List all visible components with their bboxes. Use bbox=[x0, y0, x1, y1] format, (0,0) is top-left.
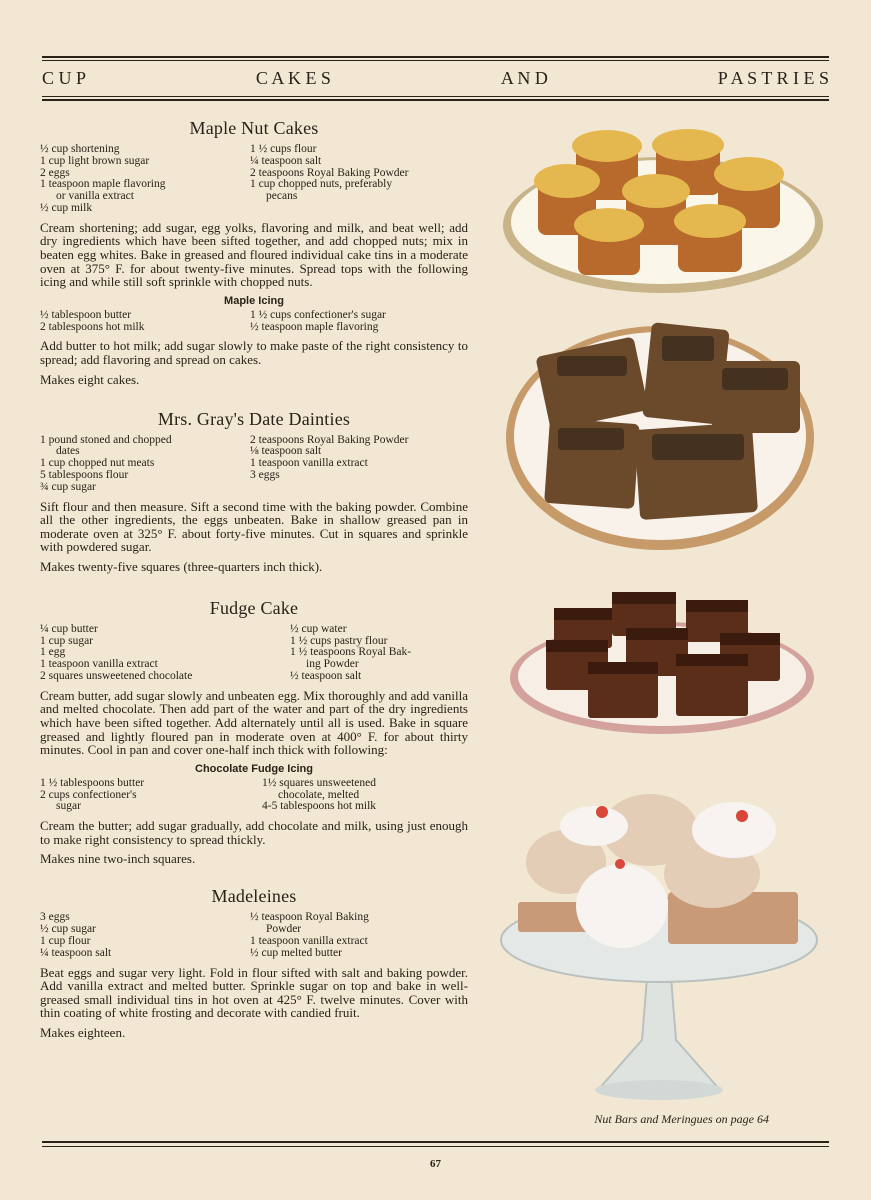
ingredient: 5 tablespoons flour bbox=[40, 468, 129, 481]
photo-caption: Nut Bars and Meringues on page 64 bbox=[594, 1112, 769, 1126]
recipe-title: Fudge Cake bbox=[209, 597, 299, 618]
recipe-yield: Makes eight cakes. bbox=[40, 371, 140, 387]
recipe-maple-nut-cakes bbox=[40, 118, 468, 387]
header-word-3: A N D bbox=[500, 67, 548, 88]
ingredient: sugar bbox=[56, 800, 81, 813]
ingredient: 1 cup flour bbox=[40, 935, 91, 948]
ingredient: ½ cup water bbox=[290, 622, 347, 635]
recipe-column bbox=[40, 118, 468, 1050]
ingredient: ¾ cup sugar bbox=[40, 480, 96, 493]
ingredient: 1 egg bbox=[40, 646, 66, 659]
ingredient: ½ tablespoon butter bbox=[40, 308, 132, 321]
ingredient: ½ teaspoon maple flavoring bbox=[250, 320, 379, 333]
fudge-cake-illustration bbox=[506, 588, 818, 738]
ingredient: Powder bbox=[266, 923, 302, 936]
icing-method: Cream the butter; add sugar gradually, add chocolate and milk, using just enough to make right consistency to spread thickly. bbox=[40, 818, 468, 847]
ingredient: ¼ cup butter bbox=[40, 622, 98, 635]
date-dainties-illustration bbox=[502, 316, 818, 556]
ingredient: ⅛ teaspoon salt bbox=[250, 445, 322, 458]
header-word-2: C A K E S bbox=[255, 67, 331, 88]
maple-nut-cakes-illustration bbox=[498, 125, 828, 300]
ingredient: 2 teaspoons Royal Baking Powder bbox=[250, 166, 409, 179]
icing-title: Chocolate Fudge Icing bbox=[195, 762, 313, 775]
section-spacer bbox=[40, 584, 468, 598]
header-rule-top-thin bbox=[42, 60, 829, 61]
header-word-4: P A S T R I E S bbox=[717, 67, 829, 88]
ingredient: ½ cup sugar bbox=[40, 923, 96, 936]
ingredient: ½ cup milk bbox=[40, 201, 93, 214]
recipe-fudge-cake bbox=[40, 598, 468, 867]
meringues-illustration bbox=[498, 790, 820, 1105]
recipe-title: Madeleines bbox=[211, 886, 297, 907]
ingredient: 4-5 tablespoons hot milk bbox=[262, 800, 377, 813]
ingredient-column-left bbox=[40, 310, 250, 334]
ingredient-column-left bbox=[40, 778, 262, 813]
ingredient-column-right bbox=[262, 778, 468, 813]
page-header bbox=[42, 64, 829, 92]
recipe-method: Cream butter, add sugar slowly and unbeaten egg. Mix thoroughly and add vanilla and melted chocolate. Then add part of the water and part of the dry ingredients which have been sifted together. Add alternately until all is used. Bake in square greased and lightly floured pan in moderate oven at 400° F. for about thirty minutes. Cool in pan and cover one-half inch thick with following: bbox=[40, 687, 468, 758]
recipe-yield: Makes twenty-five squares (three-quarters inch thick). bbox=[40, 558, 323, 574]
icing-method: Add butter to hot milk; add sugar slowly to make paste of the right consistency to spread; add flavoring and spread on cakes. bbox=[40, 338, 468, 367]
ingredient: or vanilla extract bbox=[56, 190, 134, 203]
recipe-title: Maple Nut Cakes bbox=[189, 118, 319, 138]
ingredient-list bbox=[40, 624, 468, 683]
ingredient: ½ teaspoon salt bbox=[290, 670, 362, 683]
ingredient: 3 eggs bbox=[250, 468, 280, 481]
ingredient: ½ cup melted butter bbox=[250, 946, 342, 959]
ingredient: 1 teaspoon vanilla extract bbox=[250, 457, 368, 470]
ingredient: 1½ squares unsweetened bbox=[262, 776, 377, 789]
recipe-date-dainties bbox=[40, 409, 468, 574]
icing-ingredient-list bbox=[40, 778, 468, 813]
ingredient: 1 teaspoon maple flavoring bbox=[40, 178, 166, 191]
ingredient-column-right bbox=[290, 624, 468, 683]
ingredient-column-right bbox=[250, 310, 468, 334]
ingredient: 1 cup sugar bbox=[40, 634, 94, 647]
recipe-yield: Makes nine two-inch squares. bbox=[40, 851, 196, 867]
section-spacer bbox=[40, 397, 468, 409]
ingredient-column-left bbox=[40, 435, 250, 494]
page-number: 67 bbox=[430, 1158, 441, 1170]
ingredient: 2 eggs bbox=[40, 166, 70, 179]
ingredient: ing Powder bbox=[306, 658, 359, 671]
ingredient: 1 cup chopped nuts, preferably bbox=[250, 178, 393, 191]
ingredient: 2 teaspoons Royal Baking Powder bbox=[250, 433, 409, 446]
icing-ingredient-list bbox=[40, 310, 468, 334]
ingredient: 1 pound stoned and chopped bbox=[40, 433, 172, 446]
ingredient: 1 teaspoon vanilla extract bbox=[250, 935, 368, 948]
ingredient-column-right bbox=[250, 912, 468, 959]
ingredient: chocolate, melted bbox=[278, 788, 360, 801]
header-rule-bottom-thin bbox=[42, 96, 829, 97]
ingredient: 1 cup light brown sugar bbox=[40, 154, 150, 167]
ingredient: 2 squares unsweetened chocolate bbox=[40, 670, 193, 683]
ingredient: 2 cups confectioner's bbox=[40, 788, 137, 801]
ingredient: 1 teaspoon vanilla extract bbox=[40, 658, 158, 671]
ingredient: 1 ½ tablespoons butter bbox=[40, 776, 145, 789]
ingredient-list bbox=[40, 435, 468, 494]
ingredient-column-left bbox=[40, 144, 250, 215]
ingredient-column-left bbox=[40, 624, 290, 683]
ingredient: 1 ½ cups flour bbox=[250, 143, 317, 155]
ingredient: 3 eggs bbox=[40, 911, 70, 924]
ingredient-list bbox=[40, 912, 468, 959]
ingredient: ½ cup shortening bbox=[40, 143, 120, 155]
recipe-method: Sift flour and then measure. Sift a second time with the baking powder. Combine all the other ingredients, the eggs unbeaten. Bake in shallow greased pan in moderate oven at 325° F. about forty-five minutes. Cut in squares and sprinkle with powdered sugar. bbox=[40, 498, 468, 555]
ingredient: pecans bbox=[266, 190, 298, 203]
footer-rule-bottom bbox=[42, 1146, 829, 1147]
ingredient-column-left bbox=[40, 912, 250, 959]
footer-rule-top bbox=[42, 1141, 829, 1143]
ingredient-column-right bbox=[250, 144, 468, 215]
header-word-1: C U P bbox=[42, 67, 87, 88]
ingredient: ¼ teaspoon salt bbox=[40, 946, 112, 959]
ingredient-column-right bbox=[250, 435, 468, 494]
ingredient: 1 ½ cups confectioner's sugar bbox=[250, 308, 386, 321]
ingredient: 1 cup chopped nut meats bbox=[40, 457, 155, 470]
header-rule-top bbox=[42, 56, 829, 58]
ingredient-list bbox=[40, 144, 468, 215]
ingredient: 1 ½ cups pastry flour bbox=[290, 634, 388, 647]
ingredient: 1 ½ teaspoons Royal Bak- bbox=[290, 646, 412, 659]
recipe-title: Mrs. Gray's Date Dainties bbox=[157, 408, 351, 429]
ingredient: ½ teaspoon Royal Baking bbox=[250, 911, 369, 924]
recipe-method: Beat eggs and sugar very light. Fold in flour sifted with salt and baking powder. Add vanilla extract and melted butter. Sprinkle sugar on top and bake in well-greased small individual tins in hot oven at 425° F. twelve minutes. Cover with thin coating of white frosting and decorate with candied fruit. bbox=[40, 964, 468, 1021]
ingredient: 2 tablespoons hot milk bbox=[40, 320, 145, 333]
section-spacer bbox=[40, 876, 468, 886]
icing-title: Maple Icing bbox=[224, 294, 284, 307]
ingredient: dates bbox=[56, 445, 80, 458]
header-rule-bottom bbox=[42, 99, 829, 101]
recipe-yield: Makes eighteen. bbox=[40, 1024, 126, 1040]
ingredient: ¼ teaspoon salt bbox=[250, 154, 322, 167]
recipe-madeleines bbox=[40, 886, 468, 1040]
recipe-method: Cream shortening; add sugar, egg yolks, flavoring and milk, and beat well; add dry ingredients which have been sifted together, and add chopped nuts; mix in beaten egg whites. Bake in greased and floured individual cake tins in a moderate oven at 375° F. for about twenty-five minutes. Spread tops with the following icing and while still soft sprinkle with chopped nuts. bbox=[40, 219, 468, 290]
